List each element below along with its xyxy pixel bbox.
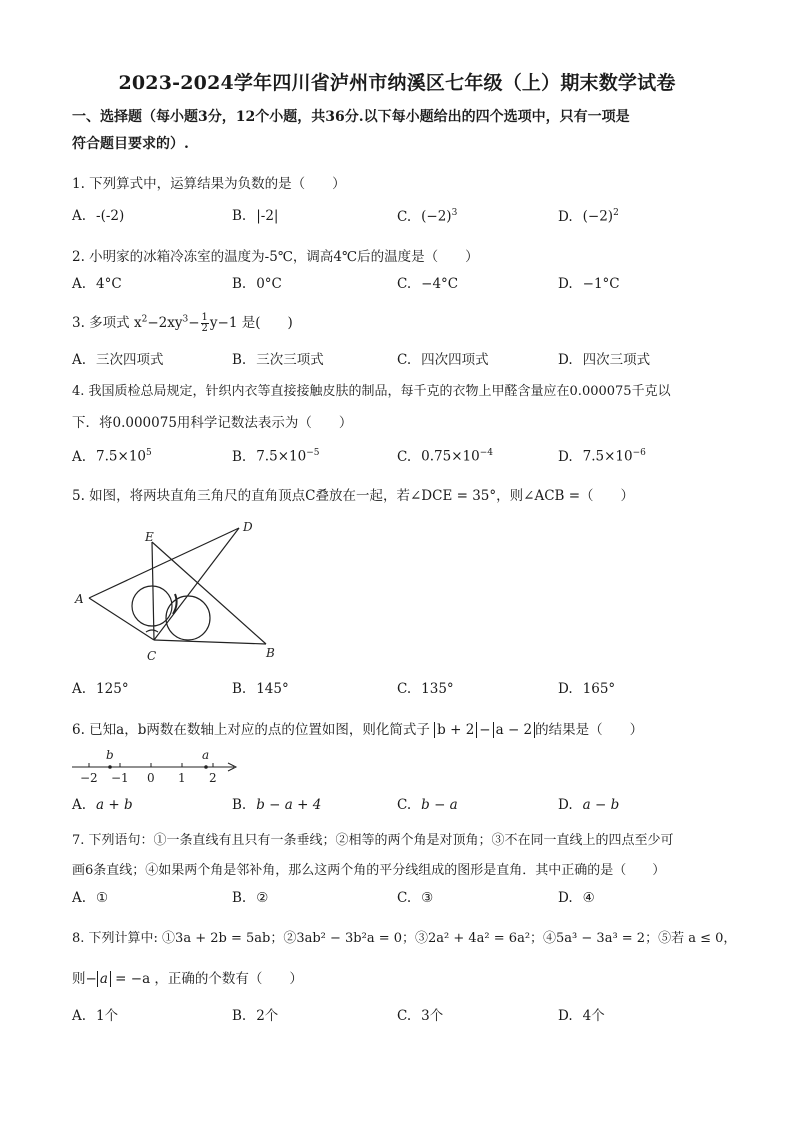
q3-options <box>72 348 732 370</box>
segment-ac <box>89 598 154 640</box>
q7-option-b[interactable]: B. ② <box>232 890 269 906</box>
angle-mark-circle-right <box>166 596 210 640</box>
point-label-b: b <box>106 748 114 762</box>
q6-option-b[interactable]: B. b − a + 4 <box>232 797 322 813</box>
q1-option-b[interactable]: B. |-2| <box>232 208 279 224</box>
q8-option-b[interactable]: B. 2个 <box>232 1008 279 1024</box>
q5-option-b[interactable]: B. 145° <box>232 681 289 697</box>
q2-option-c[interactable]: C. −4°C <box>397 276 459 292</box>
q3-option-c[interactable]: C. 四次四项式 <box>397 352 489 368</box>
q3-option-d[interactable]: D. 四次三项式 <box>558 352 651 368</box>
tick-label-minus-1: −1 <box>111 771 129 785</box>
q6-options <box>72 797 732 819</box>
point-label-d: D <box>243 520 253 534</box>
q6-option-c[interactable]: C. b − a <box>397 797 458 813</box>
q3-stem: 3. 多项式 $x^2-2xy^3-$ $\frac{1}{2}$ y−1 是( ) <box>72 312 293 334</box>
tick-label-2: 2 <box>209 771 217 785</box>
q4-stem-line1: 4. 我国质检总局规定，针织内衣等直接接触皮肤的制品，每千克的衣物上甲醛含量应在0.000075千克以 <box>72 384 671 399</box>
segment-ec <box>152 542 154 640</box>
q8-abs-a: a <box>97 971 111 987</box>
segment-cb <box>154 640 266 644</box>
section-heading-line1: 一、选择题（每小题3分，12个小题，共36分.以下每小题给出的四个选项中，只有一项是 <box>72 109 630 125</box>
q8-option-c[interactable]: C. 3个 <box>397 1008 444 1024</box>
q1-stem: 1. 下列算式中，运算结果为负数的是（ ） <box>72 176 346 192</box>
right-angle-arc <box>146 630 158 632</box>
q5-option-d[interactable]: D. 165° <box>558 681 616 697</box>
q2-option-a[interactable]: A. 4°C <box>72 276 122 292</box>
q1-option-a[interactable]: A. -(-2) <box>72 208 125 224</box>
q6-option-d[interactable]: D. a − b <box>558 797 620 813</box>
q6-abs-b-plus-2: b + 2 <box>434 722 477 738</box>
q4-stem-line2: 下．将0.000075用科学记数法表示为（ ） <box>72 415 353 431</box>
q5-stem: 5. 如图，将两块直角三角尺的直角顶点C叠放在一起，若∠DCE = 35°，则∠ACB =（ ） <box>72 488 635 504</box>
q8-option-a[interactable]: A. 1个 <box>72 1008 119 1024</box>
q7-option-d[interactable]: D. ④ <box>558 890 595 906</box>
q1-option-c[interactable]: C. $(-2)^3$ <box>397 208 458 225</box>
q1-options <box>72 208 732 230</box>
q2-option-d[interactable]: D. −1°C <box>558 276 620 292</box>
point-label-c: C <box>147 649 157 663</box>
q6-option-a[interactable]: A. a + b <box>72 797 133 813</box>
point-a <box>204 765 208 769</box>
exam-title: 2023-2024学年四川省泸州市纳溪区七年级（上）期末数学试卷 <box>118 72 676 94</box>
q8-stem-line1: 8. 下列计算中: ①3a + 2b = 5ab；②3ab² − 3b²a = 0；③2a² + 4a² = 6a²；④5a³ − 3a³ = 2；⑤若 a ≤ 0， <box>72 931 737 946</box>
q8-stem-line2: 则− a = −a ，正确的个数有（ ） <box>72 971 303 987</box>
fraction-one-half: $\frac{1}{2}$ <box>201 312 208 334</box>
q4-options <box>72 448 732 470</box>
q2-options <box>72 276 732 298</box>
q8-options <box>72 1004 732 1026</box>
tick-label-minus-2: −2 <box>80 771 98 785</box>
q2-option-b[interactable]: B. 0°C <box>232 276 282 292</box>
q7-option-c[interactable]: C. ③ <box>397 890 434 906</box>
q6-number-line <box>70 746 245 786</box>
q3-option-a[interactable]: A. 三次四项式 <box>72 352 164 368</box>
q5-option-a[interactable]: A. 125° <box>72 681 129 697</box>
q4-option-d[interactable]: D. $7.5\times 10^{-6}$ <box>558 448 646 465</box>
q3-option-b[interactable]: B. 三次三项式 <box>232 352 324 368</box>
section-heading <box>72 104 732 158</box>
segment-ad <box>89 528 239 598</box>
q2-stem: 2. 小明家的冰箱冷冻室的温度为-5℃，调高4℃后的温度是（ ） <box>72 249 479 265</box>
q6-abs-a-minus-2: a − 2 <box>493 722 536 738</box>
q7-stem-line2: 画6条直线；④如果两个角是邻补角，那么这两个角的平分线组成的图形是直角．其中正确的是（ ） <box>72 863 666 878</box>
point-label-a: a <box>202 748 210 762</box>
point-b <box>108 765 112 769</box>
section-heading-line2: 符合题目要求的）. <box>72 136 189 152</box>
q5-triangle-figure <box>72 514 282 664</box>
q4-option-c[interactable]: C. $0.75\times 10^{-4}$ <box>397 448 493 465</box>
tick-label-0: 0 <box>147 771 155 785</box>
q7-stem-line1: 7. 下列语句：①一条直线有且只有一条垂线；②相等的两个角是对顶角；③不在同一直线上的四点至少可 <box>72 833 674 848</box>
q8-option-d[interactable]: D. 4个 <box>558 1008 605 1024</box>
q5-options <box>72 681 732 703</box>
tick-label-1: 1 <box>178 771 186 785</box>
q7-options <box>72 890 732 912</box>
q4-option-a[interactable]: A. $7.5\times 10^5$ <box>72 448 152 465</box>
point-label-e: E <box>145 530 154 544</box>
point-label-a: A <box>75 592 84 606</box>
q5-option-c[interactable]: C. 135° <box>397 681 454 697</box>
q4-option-b[interactable]: B. $7.5\times 10^{-5}$ <box>232 448 320 465</box>
q7-option-a[interactable]: A. ① <box>72 890 109 906</box>
q1-option-d[interactable]: D. $(-2)^2$ <box>558 208 619 225</box>
q6-stem: 6. 已知a，b两数在数轴上对应的点的位置如图，则化简式子 b + 2 − a − 2 的结果是（ ） <box>72 722 644 738</box>
point-label-b: B <box>266 646 275 660</box>
